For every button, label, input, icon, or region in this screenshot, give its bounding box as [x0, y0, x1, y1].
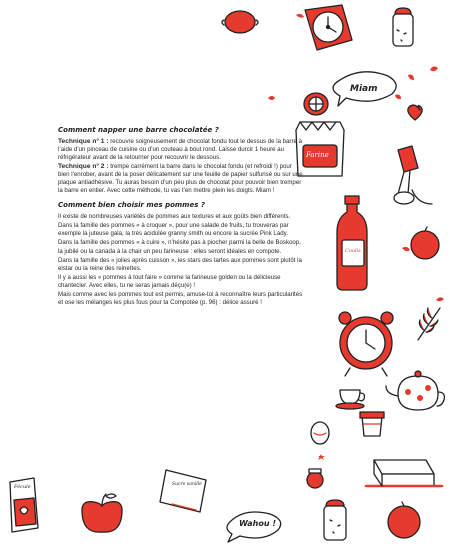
technique-1-label: Technique n° 1 : [58, 138, 109, 145]
technique-2-text: trempe carrément la barre dans le chocolat fondu (et refroidi !) pour bien l’enrober, avant de la poser délicatement sur une feuille de papier sulfurisé ou sur une plaque antiadhésive. Tu auras besoin d’un peu plus de chocolat pour pouvoir bien tremper la barre en entier. Avec cette méthode, tu vas t’en mettre plein les doigts. Miam ! [58, 163, 303, 195]
apples-paragraph-2: Dans la famille des pommes « à croquer », pour une salade de fruits, tu trouveras par exemple la juteuse gala, la très acidulée granny smith ou encore la sucrée Pink Lady. [58, 222, 289, 238]
technique-1-paragraph [58, 138, 304, 162]
alarm-clock-icon [339, 312, 393, 376]
wall-clock-icon [305, 5, 352, 50]
coulis-bottle-label: Coulis [345, 248, 361, 254]
orange-icon-bottom [388, 502, 420, 538]
butter-block-icon [366, 460, 442, 486]
heart-icon [408, 105, 422, 120]
apples-paragraph-3: Dans la famille des pommes « à cuire », n’hésite pas à piocher parmi la belle de Boskoop, la jubilé ou la canada à la chair un peu farineuse : elles seront idéales en compote. [58, 239, 301, 255]
flour-bag-label: Farine [306, 151, 329, 159]
lemon-icon [222, 11, 258, 33]
apple-icon [82, 494, 122, 532]
technique-2-paragraph [58, 163, 304, 195]
apples-paragraph-1: Il existe de nombreuses variétés de pommes aux textures et aux goûts bien différents. [58, 213, 291, 221]
cup-icon [336, 390, 365, 409]
apples-paragraph-6: Mais comme avec les pommes tout est permis, amuse-toi à reconnaître leurs particularités et ose les mélanges les plus fous pour ta Compotée (p. 96) : délice assuré ! [58, 290, 303, 306]
feculle-box-label: Fécule [14, 484, 31, 490]
orange-icon [411, 227, 439, 259]
egg-icon [311, 422, 329, 444]
lemon-half-icon [304, 93, 328, 115]
apples-paragraph-5: Il y a aussi les « pommes à tout faire » comme la farineuse golden ou la délicieuse chantecler. Avec elles, tu ne seras jamais déçu(e) ! [58, 273, 281, 289]
miam-bubble-text: Miam [350, 84, 378, 94]
main-text-column [58, 126, 304, 308]
vanilla-sachet-icon [160, 470, 206, 512]
pepper-shaker-icon [324, 500, 346, 540]
wahou-bubble-text: Wahou ! [239, 519, 276, 528]
teapot-icon [386, 371, 444, 410]
yogurt-pot-icon [360, 412, 384, 436]
vanilla-sachet-label: Sucre vanille [172, 482, 202, 487]
jam-jar-icon [307, 469, 323, 488]
technique-2-label: Technique n° 2 : [58, 163, 109, 171]
coulis-bottle-icon [337, 196, 367, 290]
wheat-icon [418, 308, 440, 340]
section-heading-apples: Comment bien choisir mes pommes ? [58, 201, 205, 210]
section-heading-chocolate: Comment napper une barre chocolatée ? [58, 126, 219, 134]
technique-1-text: recouvre soigneusement de chocolat fondu tout le dessus de la barre à l’aide d’un pinceau de cuisine ou d’un couteau à bout rond. Laisse durcir 1 heure au réfrigérateur avant de la retourner pour recouvrir le dessous. [58, 138, 302, 162]
bowl-icon [412, 190, 432, 204]
salt-shaker-icon [393, 8, 413, 46]
apples-paragraph-4: Dans la famille des « jolies après cuisson », les stars des tartes aux pommes sont plutôt la elstar ou la reine des reinettes. [58, 256, 302, 272]
